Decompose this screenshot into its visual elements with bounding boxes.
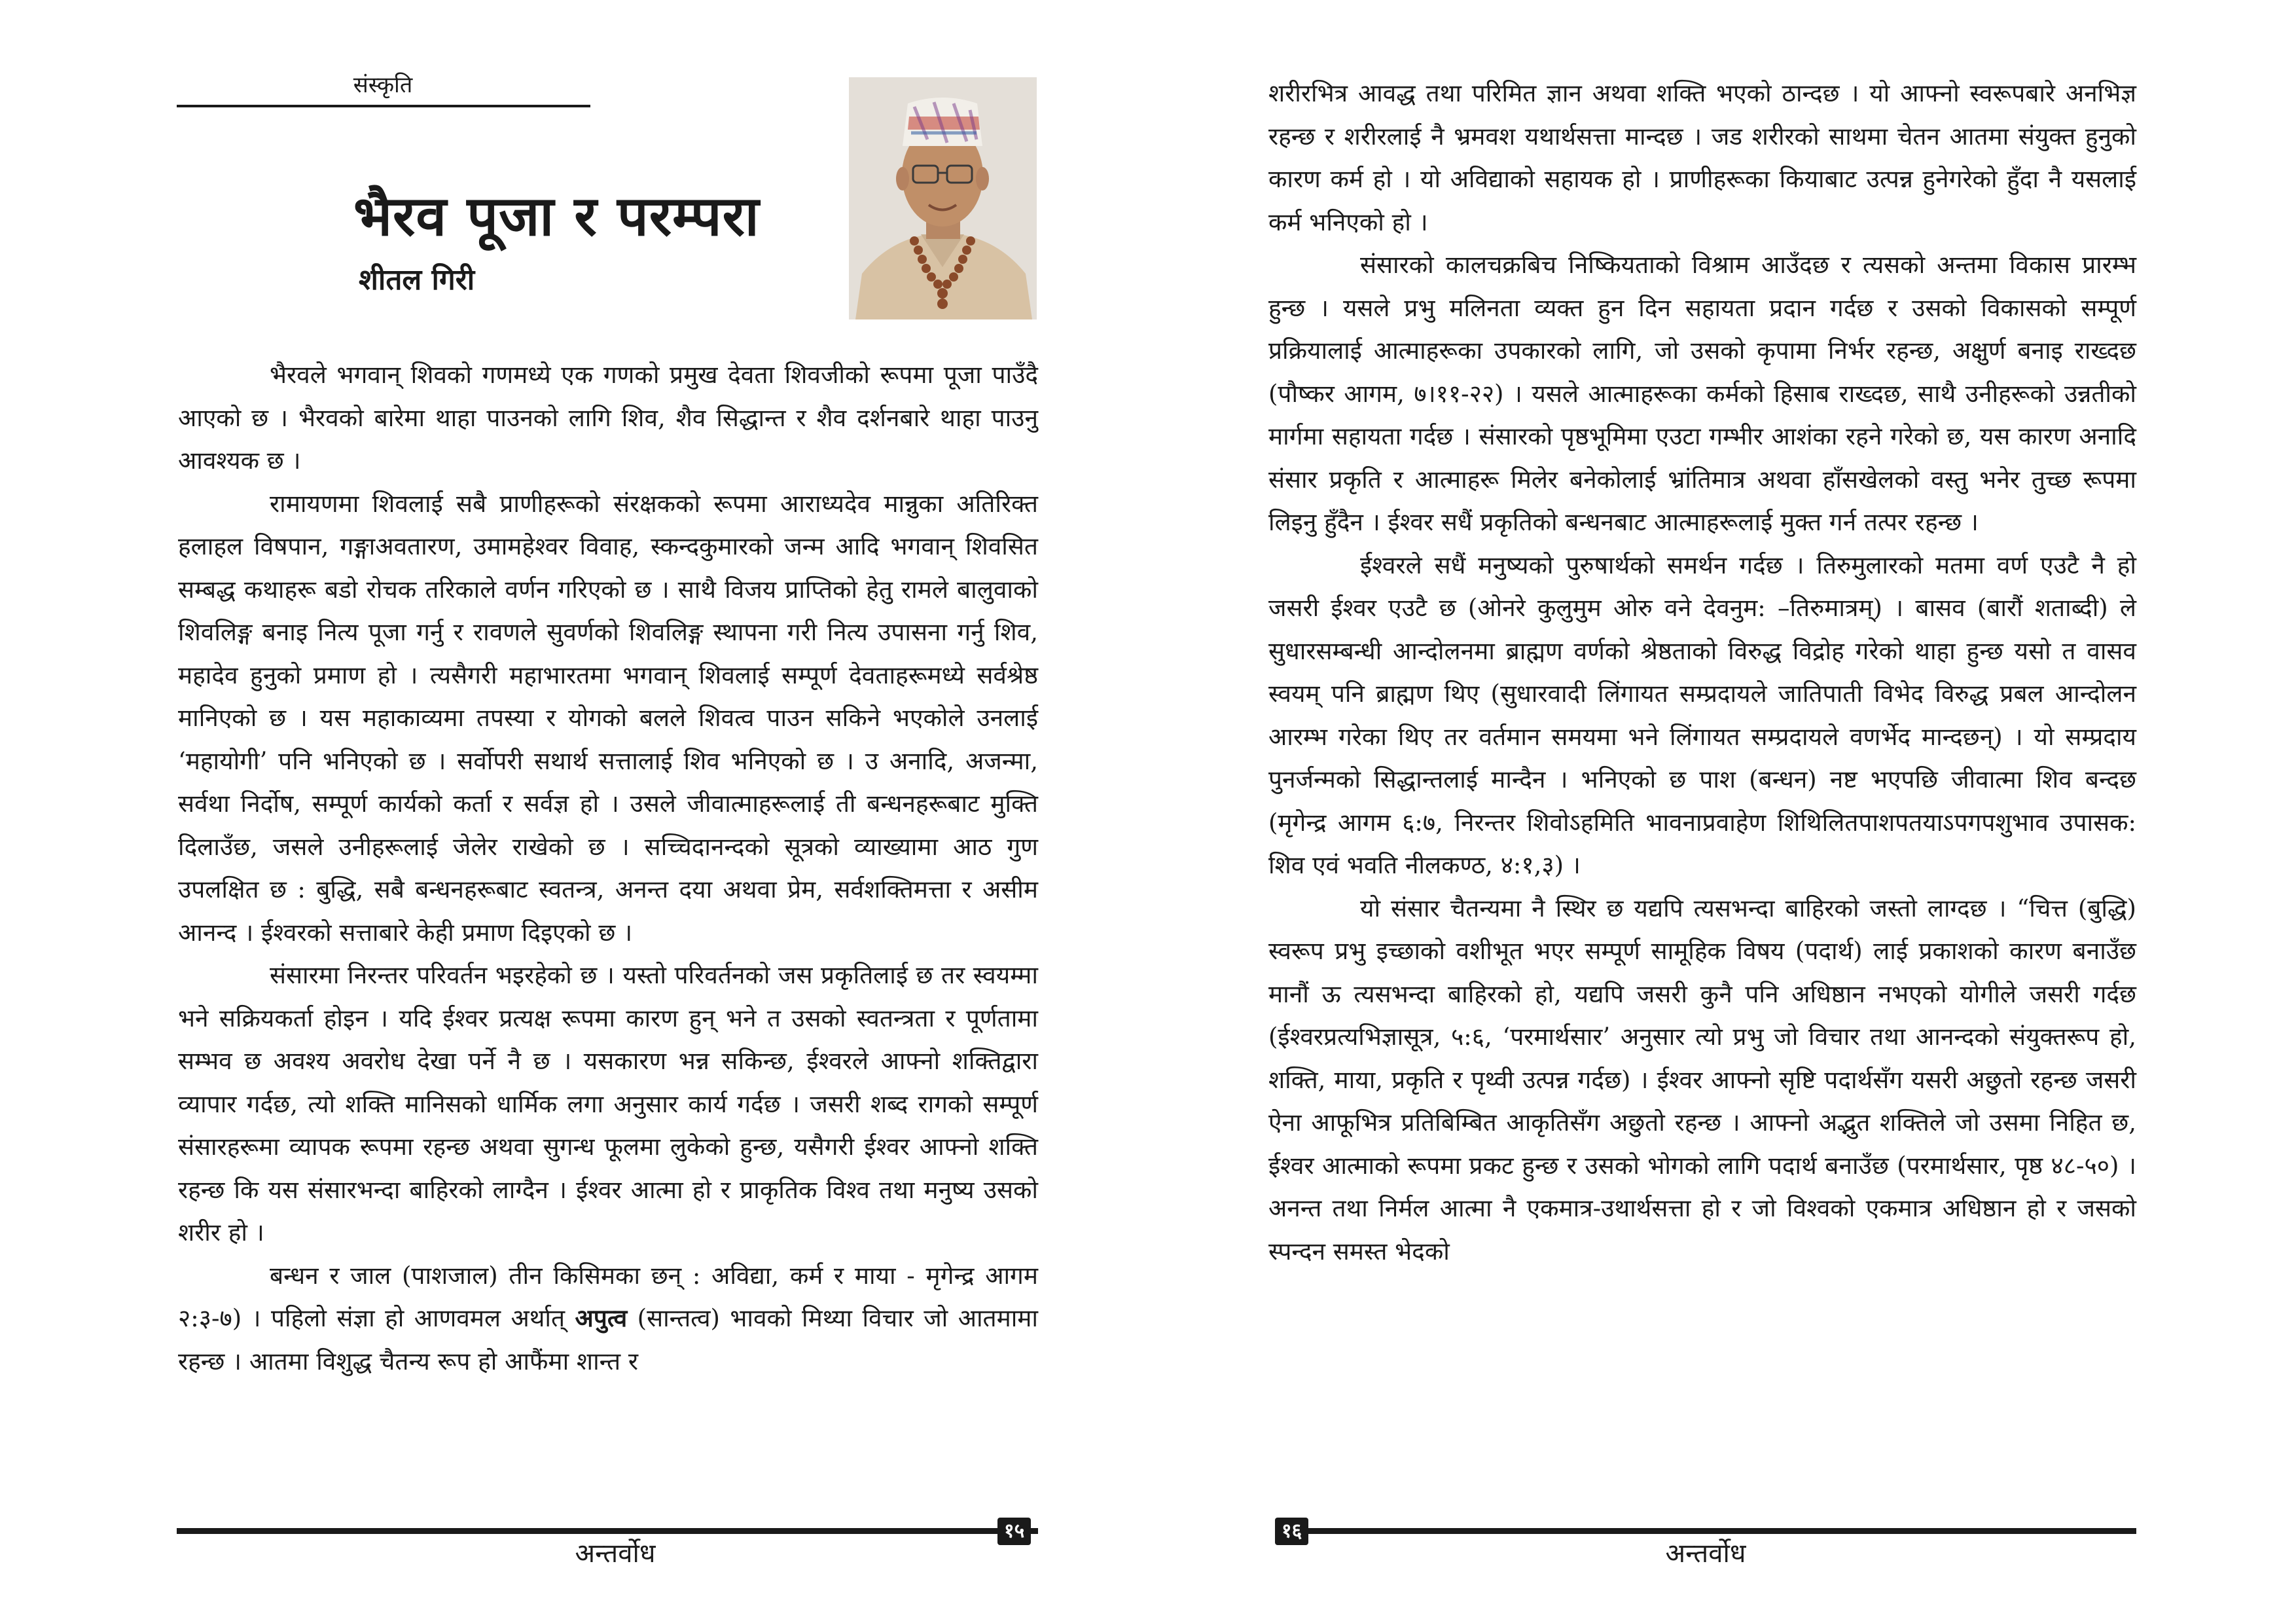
section-label: संस्कृति (353, 72, 413, 98)
left-article-body (178, 354, 1038, 1383)
footer-rule (177, 1528, 1038, 1534)
footer-title: अन्तर्वोध (1665, 1539, 1746, 1569)
bold-term: अपुत्व (575, 1304, 628, 1332)
paragraph: संसारको कालचक्रबिच निष्कियताको विश्राम आउँदछ र त्यसको अन्तमा विकास प्रारम्भ हुन्छ । यसले प्रभु मलिनता व्यक्त हुन दिन सहायता प्रदान गर्दछ र उसको विकासको सम्पूर्ण प्रक्रियालाई आत्माहरूका उपकारको लागि, जो उसको कृपामा निर्भर रहन्छ, अक्षुर्ण बनाइ राख्दछ (पौष्कर आगम, ७।११-२२) । यसले आत्माहरूका कर्मको हिसाब राख्दछ, साथै उनीहरूको उन्नतीको मार्गमा सहायता गर्दछ । संसारको पृष्ठभूमिमा एउटा गम्भीर आशंका रहने गरेको छ, यस कारण अनादि संसार प्रकृति र आत्माहरू मिलेर बनेकोलाई भ्रांतिमात्र अथवा हाँसखेलको वस्तु भनेर तुच्छ रूपमा लिइनु हुँदैन । ईश्वर सधैं प्रकृतिको बन्धनबाट आत्माहरूलाई मुक्त गर्न तत्पर रहन्छ । (1268, 251, 2136, 536)
paragraph: रामायणमा शिवलाई सबै प्राणीहरूको संरक्षकको रूपमा आराध्यदेव मान्नुका अतिरिक्त हलाहल विषपान, गङ्गाअवतारण, उमामहेश्वर विवाह, स्कन्दकुमारको जन्म आदि भगवान् शिवसित सम्बद्ध कथाहरू बडो रोचक तरिकाले वर्णन गरिएको छ । साथै विजय प्राप्तिको हेतु रामले बालुवाको शिवलिङ्ग बनाइ नित्य पूजा गर्नु र रावणले सुवर्णको शिवलिङ्ग स्थापना गरी नित्य उपासना गर्नु शिव, महादेव हुनुको प्रमाण हो । त्यसैगरी महाभारतमा भगवान् शिवलाई सम्पूर्ण देवताहरूमध्ये सर्वश्रेष्ठ मानिएको छ । यस महाकाव्यमा तपस्या र योगको बलले शिवत्व पाउन सकिने भएकोले उनलाई ‘महायोगी’ पनि भनिएको छ । सर्वोपरी सथार्थ सत्तालाई शिव भनिएको छ । उ अनादि, अजन्मा, सर्वथा निर्दोष, सम्पूर्ण कार्यको कर्ता र सर्वज्ञ हो । उसले जीवात्माहरूलाई ती बन्धनहरूबाट मुक्ति दिलाउँछ, जसले उनीहरूलाई जेलेर राखेको छ । सच्चिदानन्दको सूत्रको व्याख्यामा आठ गुण उपलक्षित छ : बुद्धि, सबै बन्धनहरूबाट स्वतन्त्र, अनन्त दया अथवा प्रेम, सर्वशक्तिमत्ता र असीम आनन्द । ईश्वरको सत्ताबारे केही प्रमाण दिइएको छ । (178, 489, 1038, 947)
right-page (1148, 0, 2296, 1623)
paragraph-text: बन्धन र जाल (पाशजाल) तीन किसिमका छन् : अविद्या, कर्म र माया - मृगेन्द्र आगम २:३-७) । पहिलो संज्ञा हो आणवमल अर्थात् (178, 1261, 1038, 1332)
page-number: १६ (1275, 1518, 1308, 1545)
author-name: शीतल गिरी (359, 263, 475, 297)
paragraph-text: (सान्तत्व) भावको मिथ्या विचार जो आतमामा रहन्छ । आतमा विशुद्ध चैतन्य रूप हो आफैंमा शान्त र (178, 1304, 1039, 1376)
footer-title: अन्तर्वोध (575, 1539, 656, 1569)
footer-rule (1275, 1528, 2136, 1534)
paragraph: ईश्वरले सधैं मनुष्यको पुरुषार्थको समर्थन गर्दछ । तिरुमुलारको मतमा वर्ण एउटै नै हो जसरी ईश्वर एउटै छ (ओनरे कुलुमुम ओरु वने देवनुम: –तिरुमात्रम्) । बासव (बारौं शताब्दी) ले सुधारसम्बन्धी आन्दोलनमा ब्राह्मण वर्णको श्रेष्ठताको विरुद्ध विद्रोह गरेको थाहा हुन्छ यसो त वासव स्वयम् पनि ब्राह्मण थिए (सुधारवादी लिंगायत सम्प्रदायले जातिपाती विभेद विरुद्ध प्रबल आन्दोलन आरम्भ गरेका थिए तर वर्तमान समयमा भने लिंगायत सम्प्रदायले वणर्भेद मान्दछन्) । यो सम्प्रदाय पुनर्जन्मको सिद्धान्तलाई मान्दैन । भनिएको छ पाश (बन्धन) नष्ट भएपछि जीवात्मा शिव बन्दछ (मृगेन्द्र आगम ६:७, निरन्तर शिवोऽहमिति भावनाप्रवाहेण शिथिलितपाशपतयाऽपगपशुभाव उपासक: शिव एवं भवति नीलकण्ठ, ४:१,३) । (1268, 551, 2136, 879)
article-title: भैरव पूजा र परम्परा (353, 184, 760, 248)
right-article-body (1268, 72, 2136, 1273)
section-rule (177, 105, 590, 107)
author-photo (849, 77, 1037, 319)
paragraph: शरीरभित्र आवद्ध तथा परिमित ज्ञान अथवा शक्ति भएको ठान्दछ । यो आफ्नो स्वरूपबारे अनभिज्ञ रहन्छ र शरीरलाई नै भ्रमवश यथार्थसत्ता मान्दछ । जड शरीरको साथमा चेतन आतमा संयुक्त हुनुको कारण कर्म हो । यो अविद्याको सहायक हो । प्राणीहरूका कियाबाट उत्पन्न हुनेगरेको हुँदा नै यसलाई कर्म भनिएको हो । (1268, 79, 2136, 236)
paragraph: भैरवले भगवान् शिवको गणमध्ये एक गणको प्रमुख देवता शिवजीको रूपमा पूजा पाउँदै आएको छ । भैरवको बारेमा थाहा पाउनको लागि शिव, शैव सिद्धान्त र शैव दर्शनबारे थाहा पाउनु आवश्यक छ । (178, 361, 1038, 475)
paragraph: यो संसार चैतन्यमा नै स्थिर छ यद्यपि त्यसभन्दा बाहिरको जस्तो लाग्दछ । “चित्त (बुद्धि) स्वरूप प्रभु इच्छाको वशीभूत भएर सम्पूर्ण सामूहिक विषय (पदार्थ) लाई प्रकाशको कारण बनाउँछ मानौं ऊ त्यसभन्दा बाहिरको हो, यद्यपि जसरी कुनै पनि अधिष्ठान नभएको योगीले जसरी गर्दछ (ईश्वरप्रत्यभिज्ञासूत्र, ५:६, ‘परमार्थसार’ अनुसार त्यो प्रभु जो विचार तथा आनन्दको संयुक्तरूप हो, शक्ति, माया, प्रकृति र पृथ्वी उत्पन्न गर्दछ) । ईश्वर आफ्नो सृष्टि पदार्थसँग यसरी अछुतो रहन्छ जसरी ऐना आफूभित्र प्रतिबिम्बित आकृतिसँग अछुतो रहन्छ । आफ्नो अद्भुत शक्तिले जो उसमा निहित छ, ईश्वर आत्माको रूपमा प्रकट हुन्छ र उसको भोगको लागि पदार्थ बनाउँछ (परमार्थसार, पृष्ठ ४८-५०) । अनन्त तथा निर्मल आत्मा नै एकमात्र-उथार्थसत्ता हो र जो विश्वको एकमात्र अधिष्ठान हो र जसको स्पन्दन समस्त भेदको (1268, 894, 2136, 1266)
paragraph (178, 1254, 1038, 1383)
page-number: १५ (997, 1518, 1031, 1545)
paragraph: संसारमा निरन्तर परिवर्तन भइरहेको छ । यस्तो परिवर्तनको जस प्रकृतिलाई छ तर स्वयम्मा भने सक्रियकर्ता होइन । यदि ईश्वर प्रत्यक्ष रूपमा कारण हुन् भने त उसको स्वतन्त्रता र पूर्णतामा सम्भव छ अवश्य अवरोध देखा पर्ने नै छ । यसकारण भन्न सकिन्छ, ईश्वरले आफ्नो शक्तिद्वारा व्यापार गर्दछ, त्यो शक्ति मानिसको धार्मिक लगा अनुसार कार्य गर्दछ । जसरी शब्द रागको सम्पूर्ण संसारहरूमा व्यापक रूपमा रहन्छ अथवा सुगन्ध फूलमा लुकेको हुन्छ, यसैगरी ईश्वर आफ्नो शक्ति रहन्छ कि यस संसारभन्दा बाहिरको लाग्दैन । ईश्वर आत्मा हो र प्राकृतिक विश्व तथा मनुष्य उसको शरीर हो । (178, 961, 1038, 1247)
